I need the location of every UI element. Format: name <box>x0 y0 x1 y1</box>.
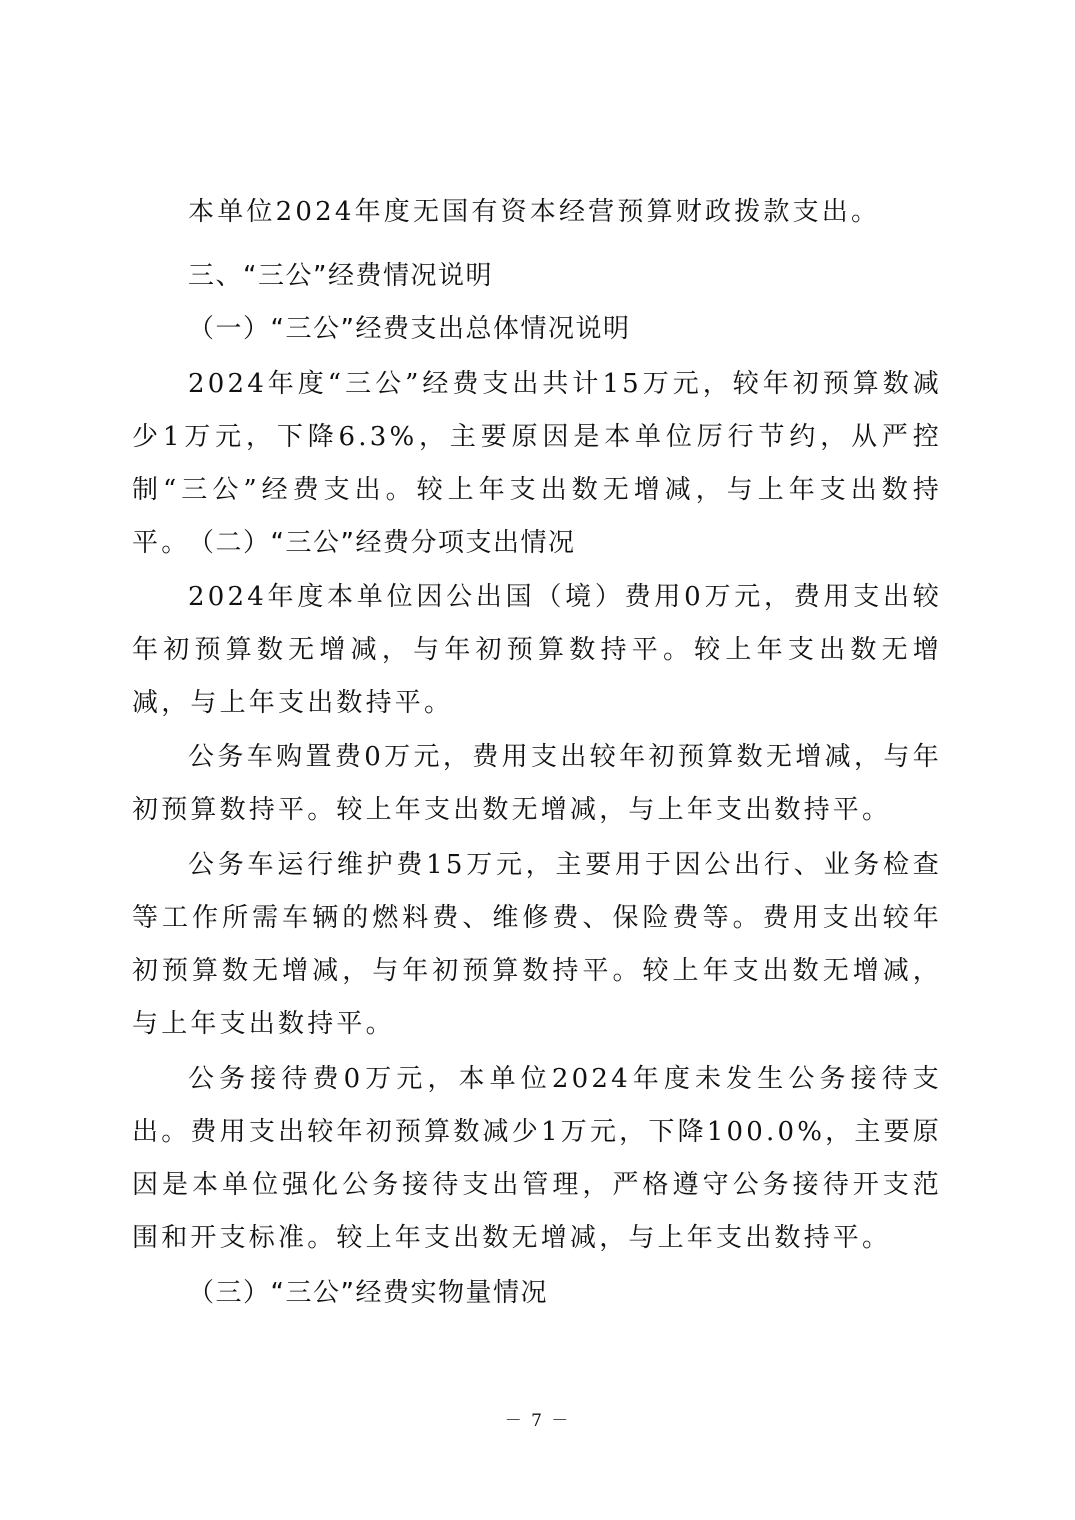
paragraph-intro: 本单位2024年度无国有资本经营预算财政拨款支出。 <box>188 197 881 227</box>
page-number: － 7 － <box>504 1411 571 1431</box>
subheading-physical-quantity: （三）“三公”经费实物量情况 <box>188 1278 548 1308</box>
subheading-itemized: （二）“三公”经费分项支出情况 <box>188 528 576 558</box>
paragraph-vehicle-purchase: 公务车购置费0万元，费用支出较年初预算数无增减，与年初预算数持平。较上年支出数无增减，与上年支出数持平。 <box>132 742 942 825</box>
subheading-overall: （一）“三公”经费支出总体情况说明 <box>188 314 631 344</box>
paragraph-vehicle-operation: 公务车运行维护费15万元，主要用于因公出行、业务检查等工作所需车辆的燃料费、维修费、保险费等。费用支出较年初预算数无增减，与年初预算数持平。较上年支出数无增减，与上年支出数持平。 <box>132 850 942 1039</box>
paragraph-overseas-travel: 2024年度本单位因公出国（境）费用0万元，费用支出较年初预算数无增减，与年初预算数持平。较上年支出数无增减，与上年支出数持平。 <box>132 582 942 718</box>
section-heading-three: 三、“三公”经费情况说明 <box>188 261 493 291</box>
paragraph-overall-expenditure: 2024年度“三公”经费支出共计15万元，较年初预算数减少1万元，下降6.3%，主要原因是本单位厉行节约，从严控制“三公”经费支出。较上年支出数无增减，与上年支出数持平。 <box>132 369 942 558</box>
paragraph-official-reception: 公务接待费0万元，本单位2024年度未发生公务接待支出。费用支出较年初预算数减少1万元，下降100.0%，主要原因是本单位强化公务接待支出管理，严格遵守公务接待开支范围和开支标准。较上年支出数无增减，与上年支出数持平。 <box>132 1064 942 1253</box>
